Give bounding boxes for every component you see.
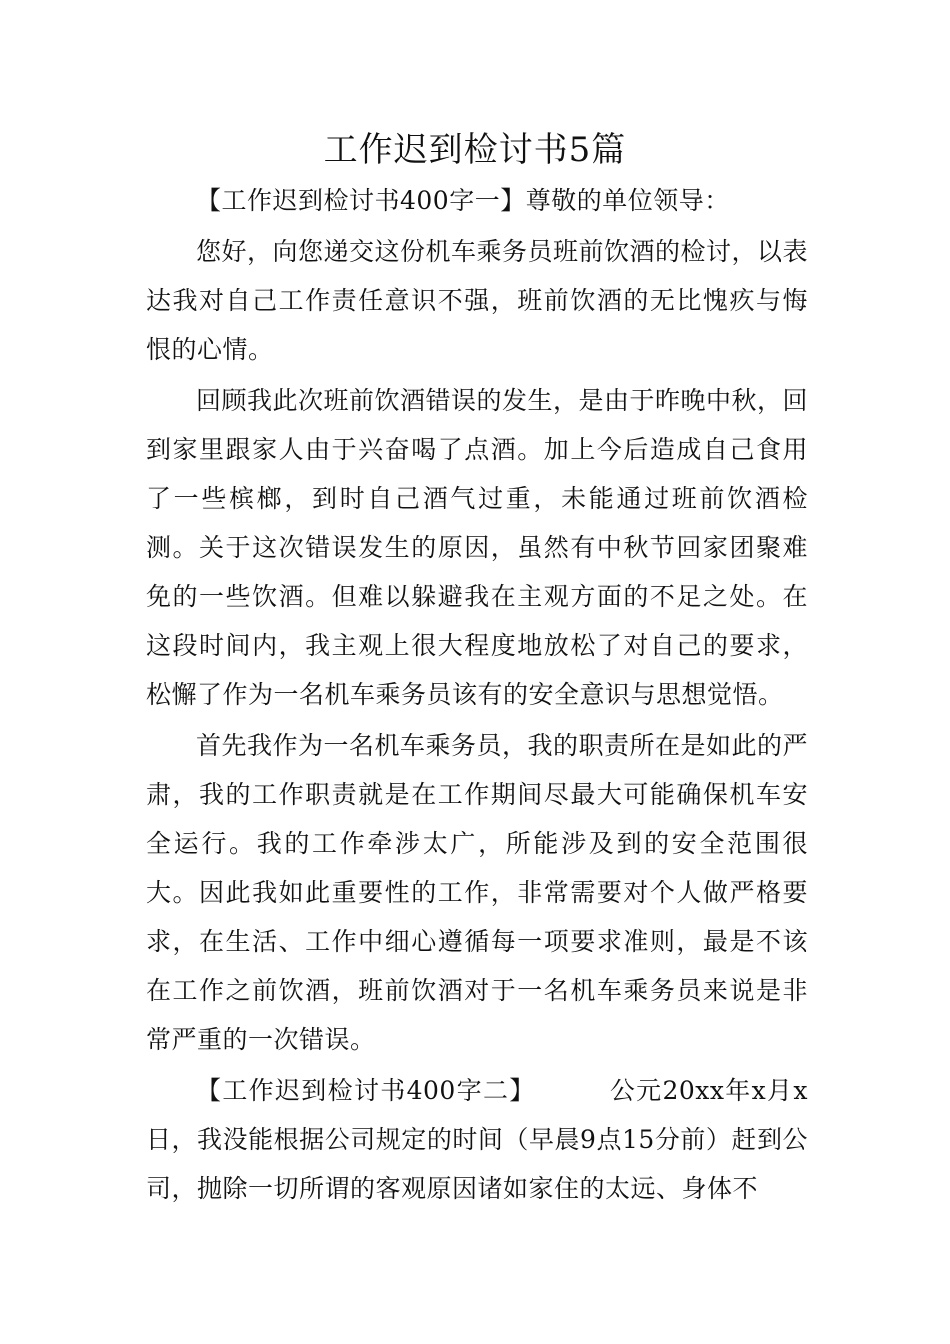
document-body [146,176,808,1213]
paragraph-salutation: 【工作迟到检讨书400字一】尊敬的单位领导： [196,186,730,215]
paragraph: 首先我作为一名机车乘务员，我的职责所在是如此的严肃，我的工作职责就是在工作期间尽最大可能确保机车安全运行。我的工作牵涉太广，所能涉及到的安全范围很大。因此我如此重要性的工作，非常需要对个人做严格要求，在生活、工作中细心遵循每一项要求准则，最是不该在工作之前饮酒，班前饮酒对于一名机车乘务员来说是非常严重的一次错误。 [146,731,809,1054]
document-title: 工作迟到检讨书5篇 [323,130,627,170]
paragraph: 您好，向您递交这份机车乘务员班前饮酒的检讨，以表达我对自己工作责任意识不强，班前饮酒的无比愧疚与悔恨的心情。 [146,237,809,364]
paragraph: 回顾我此次班前饮酒错误的发生，是由于昨晚中秋，回到家里跟家人由于兴奋喝了点酒。加上今后造成自己食用了一些槟榔，到时自己酒气过重，未能通过班前饮酒检测。关于这次错误发生的原因，虽然有中秋节回家团聚难免的一些饮酒。但难以躲避我在主观方面的不足之处。在这段时间内，我主观上很大程度地放松了对自己的要求，松懈了作为一名机车乘务员该有的安全意识与思想觉悟。 [146,386,809,709]
paragraph: 【工作迟到检讨书400字二】 公元20xx年x月x日，我没能根据公司规定的时间（早晨9点15分前）赶到公司，抛除一切所谓的客观原因诸如家住的太远、身体不 [146,1076,808,1203]
